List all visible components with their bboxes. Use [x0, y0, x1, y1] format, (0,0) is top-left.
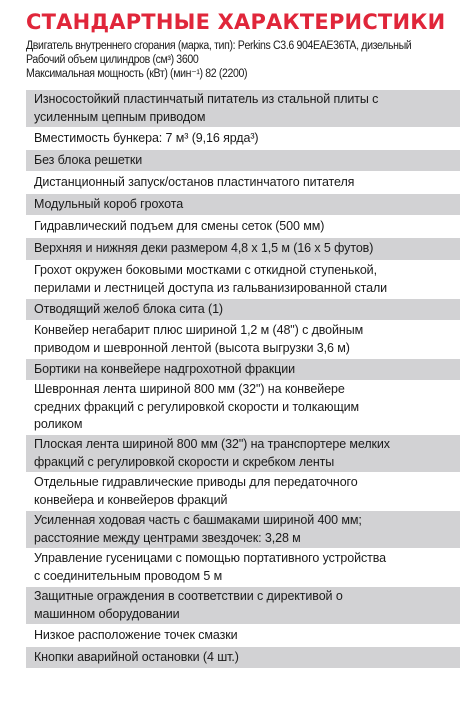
feature-text: Вместимость бункера: 7 м³ (9,16 ярда³) [34, 130, 259, 145]
feature-text: Шевронная лента шириной 800 мм (32") на конвейере [34, 382, 345, 397]
feature-row [26, 299, 460, 321]
feature-text: Конвейер негабарит плюс шириной 1,2 м (48") с двойным [34, 323, 364, 337]
feature-text: конвейера и конвейеров фракций [34, 492, 228, 507]
feature-text: Без блока решетки [34, 152, 143, 167]
feature-text: Грохот окружен боковыми мостками с откидной ступенькой, [34, 263, 377, 277]
feature-text: Плоская лента шириной 800 мм (32") на транспортере мелких [34, 437, 390, 451]
feature-text: роликом [34, 417, 83, 432]
feature-text: с соединительным проводом 5 м [34, 568, 223, 583]
feature-text: расстояние между центрами звездочек: 3,28 м [34, 530, 301, 545]
feature-row [26, 549, 460, 587]
engine-type-line: Двигатель внутреннего сгорания (марка, тип): Perkins C3.6 904EAE36TA, дизельный [26, 40, 412, 52]
feature-text: Бортики на конвейере надгрохотной фракции [34, 361, 295, 376]
feature-row [26, 90, 460, 128]
engine-power-line: Максимальная мощность (кВт) (мин⁻¹) 82 (2200) [26, 67, 248, 80]
feature-row [26, 321, 460, 359]
feature-row [26, 647, 460, 669]
feature-text: Отводящий желоб блока сита (1) [34, 301, 223, 316]
feature-row [26, 381, 460, 435]
feature-text: Верхняя и нижняя деки размером 4,8 х 1,5 м (16 х 5 футов) [34, 241, 374, 256]
feature-text: Низкое расположение точек смазки [34, 627, 238, 642]
feature-row [26, 625, 460, 647]
feature-row [26, 128, 460, 150]
feature-row [26, 172, 460, 194]
feature-text: Гидравлический подъем для смены сеток (500 мм) [34, 218, 325, 233]
engine-displacement-line: Рабочий объем цилиндров (см³) 3600 [26, 53, 199, 66]
feature-row [26, 150, 460, 172]
feature-text: Управление гусеницами с помощью портативного устройства [34, 551, 386, 565]
feature-text: Кнопки аварийной остановки (4 шт.) [34, 649, 239, 664]
feature-text: Износостойкий пластинчатый питатель из стальной плиты с [34, 92, 379, 106]
feature-row [26, 261, 460, 299]
feature-row [26, 587, 460, 625]
feature-row [26, 473, 460, 511]
feature-row [26, 194, 460, 216]
feature-text: перилами и лестницей доступа из гальванизированной стали [34, 280, 388, 295]
feature-row [26, 359, 460, 381]
features-list [26, 90, 460, 669]
page-title: СТАНДАРТНЫЕ ХАРАКТЕРИСТИКИ [26, 10, 446, 34]
feature-text: Защитные ограждения в соответствии с директивой о [34, 589, 343, 603]
feature-text: фракций с регулировкой скорости и скребком ленты [34, 454, 335, 469]
feature-text: Отдельные гидравлические приводы для передаточного [34, 475, 358, 489]
feature-row [26, 435, 460, 473]
feature-text: средних фракций с регулировкой скорости и толкающим [34, 399, 360, 414]
feature-row [26, 238, 460, 261]
feature-row [26, 511, 460, 549]
engine-specs [26, 40, 423, 81]
feature-text: Дистанционный запуск/останов пластинчатого питателя [34, 174, 355, 189]
feature-row [26, 216, 460, 238]
feature-text: приводом и шевронной лентой (высота выгрузки 3,6 м) [34, 340, 350, 355]
feature-text: машинном оборудовании [34, 606, 180, 621]
feature-text: Модульный короб грохота [34, 196, 184, 211]
feature-text: усиленным цепным приводом [34, 109, 206, 124]
feature-text: Усиленная ходовая часть с башмаками шириной 400 мм; [34, 513, 362, 527]
